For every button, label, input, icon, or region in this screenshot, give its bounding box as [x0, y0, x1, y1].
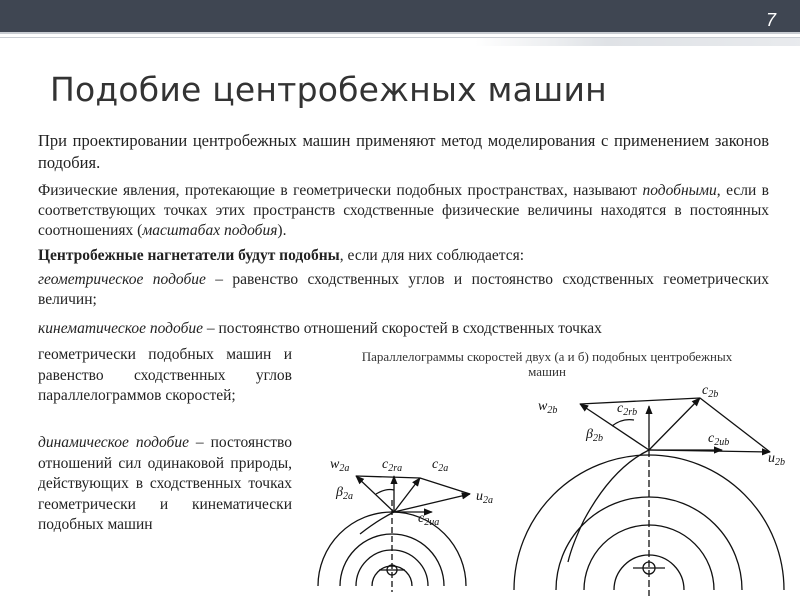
- vector-c2b: [649, 398, 700, 450]
- label-c2ub: [708, 431, 729, 448]
- machine-b-diagram: [514, 398, 784, 596]
- decorative-band: [475, 38, 800, 46]
- term-scales: масштабах подобия: [142, 222, 278, 239]
- label-symbol: c: [418, 511, 425, 526]
- label-symbol: c: [382, 457, 389, 472]
- label-subscript: 2b: [775, 457, 785, 468]
- parallelogram-edge: [420, 478, 470, 494]
- paragraph-definition: [38, 181, 769, 241]
- label-subscript: 2ub: [714, 437, 730, 448]
- parallelogram-edge: [356, 476, 420, 478]
- label-symbol: c: [432, 457, 439, 472]
- label-c2ra: [382, 457, 402, 474]
- paragraph-geometric: [38, 270, 769, 310]
- divider-line: [0, 32, 800, 34]
- label-beta2b: [585, 427, 603, 444]
- label-symbol: c: [702, 383, 709, 398]
- label-u2b: [768, 451, 785, 468]
- text-span: , если для них соблюдается:: [339, 247, 525, 264]
- label-symbol: w: [538, 399, 548, 414]
- label-symbol: β: [586, 427, 593, 442]
- label-subscript: 2ua: [424, 517, 440, 528]
- paragraph-dynamic: [38, 433, 292, 536]
- label-c2rb: [617, 401, 637, 418]
- label-subscript: 2b: [547, 405, 558, 416]
- label-c2a: [432, 457, 448, 474]
- bold-lead: Центробежные нагнетатели будут подобны: [38, 247, 340, 264]
- paragraph-kinematic: [38, 319, 769, 339]
- parallelogram-edge: [580, 398, 700, 404]
- velocity-parallelogram-figure: [300, 378, 800, 600]
- page-number: 7: [765, 10, 776, 30]
- label-symbol: w: [330, 457, 340, 472]
- label-subscript: 2b: [592, 433, 603, 444]
- machine-a-labels: [330, 457, 493, 528]
- label-subscript: 2a: [342, 491, 353, 502]
- label-beta2a: [335, 485, 353, 502]
- angle-arc-beta2b: [612, 420, 634, 426]
- paragraph-intro: При проектировании центробежных машин применяют метод моделирования с применением законов подобия.: [38, 131, 769, 172]
- text-span: Физические явления, протекающие в геометрически подобных пространствах, называют: [38, 182, 643, 199]
- label-symbol: c: [708, 431, 715, 446]
- label-symbol: u: [768, 451, 775, 466]
- label-subscript: 2a: [339, 463, 350, 474]
- text-span: – постоянство отношений скоростей в сходственных точках: [203, 320, 602, 337]
- term-dynamic: динамическое подобие: [38, 434, 189, 451]
- label-subscript: 2a: [438, 463, 449, 474]
- label-subscript: 2a: [483, 495, 493, 506]
- text-span: , если в соответствующих точках этих пространств сходственные физические величины находятся в постоянных соотношениях (: [38, 182, 769, 239]
- angle-arc-beta2a: [376, 490, 394, 495]
- term-similar: подобными: [642, 182, 717, 199]
- text-span: ).: [277, 222, 287, 239]
- label-w2a: [330, 457, 349, 474]
- term-kinematic: кинематическое подобие: [38, 320, 203, 337]
- slide-title: Подобие центробежных машин: [50, 70, 607, 109]
- label-c2ua: [418, 511, 439, 528]
- vector-w2a: [356, 476, 394, 512]
- top-bar: [0, 0, 800, 32]
- label-w2b: [538, 399, 557, 416]
- label-subscript: 2rb: [623, 407, 638, 418]
- paragraph-conditions: [38, 246, 769, 266]
- term-geometric: геометрическое подобие: [38, 271, 206, 288]
- text-span: – постоянство отношений сил одинаковой природы, действующих в сходственных точках геометрически и кинематически подобных машин: [38, 434, 292, 533]
- label-u2a: [476, 489, 493, 506]
- label-symbol: β: [336, 485, 343, 500]
- blade-curve: [360, 512, 394, 534]
- figure-caption: Параллелограммы скоростей двух (а и б) подобных центробежных машин: [361, 349, 733, 379]
- label-subscript: 2b: [708, 389, 719, 400]
- label-symbol: c: [617, 401, 624, 416]
- label-subscript: 2ra: [388, 463, 403, 474]
- paragraph-kinematic-cont: геометрически подобных машин и равенство сходственных углов параллелограммов скоростей;: [38, 346, 292, 404]
- label-c2b: [702, 383, 718, 400]
- text-span: – равенство сходственных углов и постоянство сходственных геометрических величин;: [38, 271, 769, 308]
- label-symbol: u: [476, 489, 483, 504]
